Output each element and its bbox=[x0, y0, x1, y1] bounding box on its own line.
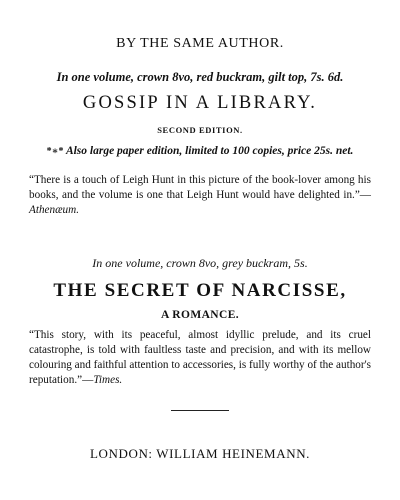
publisher-imprint: LONDON: WILLIAM HEINEMANN. bbox=[89, 446, 311, 461]
divider-rule bbox=[171, 410, 229, 411]
book2-title: THE SECRET OF NARCISSE, bbox=[53, 280, 347, 301]
book1-edition: SECOND EDITION. bbox=[157, 125, 243, 135]
book1-review-text: “There is a touch of Leigh Hunt in this picture of the book-lover among his books, and the volume is one that Leigh Hunt would have delighted in.”— bbox=[29, 174, 371, 201]
book2-subtitle: A ROMANCE. bbox=[160, 309, 240, 321]
book1-review bbox=[29, 173, 371, 218]
book2-review-source: Times. bbox=[93, 374, 123, 386]
book2-volume-info: In one volume, crown 8vo, grey buckram, 5s. bbox=[92, 256, 308, 270]
book1-volume-info: In one volume, crown 8vo, red buckram, gilt top, 7s. 6d. bbox=[56, 70, 344, 84]
book2-review bbox=[29, 328, 371, 388]
page-header: BY THE SAME AUTHOR. bbox=[116, 36, 284, 51]
book1-review-source: Athenæum. bbox=[29, 204, 80, 216]
book1-large-paper-text: Also large paper edition, limited to 100 copies, price 25s. net. bbox=[65, 145, 354, 157]
book1-title: GOSSIP IN A LIBRARY. bbox=[82, 93, 318, 113]
asterism-mark: *∗* bbox=[46, 146, 64, 157]
book1-large-paper-note bbox=[0, 145, 400, 157]
book2-review-text: “This story, with its peaceful, almost idyllic prelude, and its cruel catastrophe, is told with faultless taste and precision, and with its mellow colouring and faithful attention to accessories, is fully worthy of the author's reputation.”— bbox=[29, 329, 371, 386]
